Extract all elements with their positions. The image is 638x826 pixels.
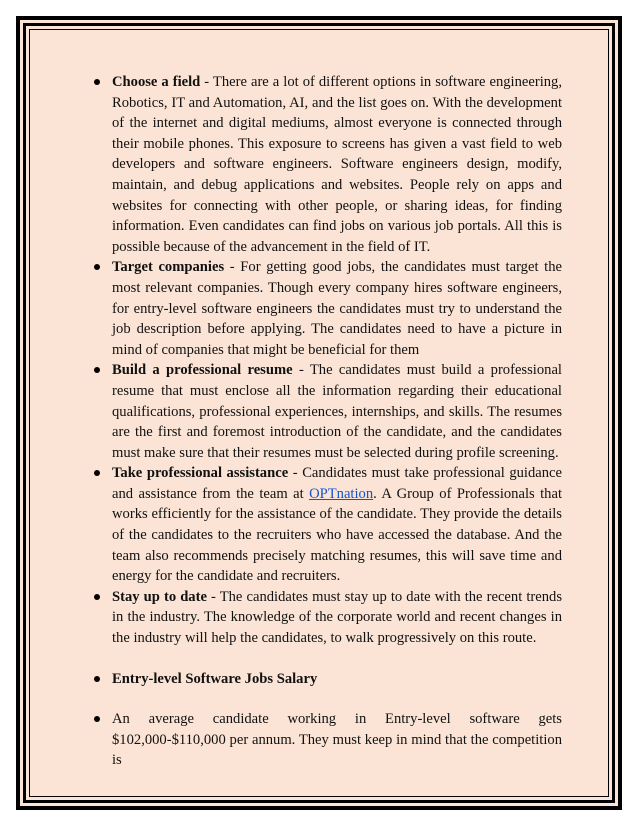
bullet-icon	[94, 470, 100, 476]
bullet-icon	[94, 676, 100, 682]
bullet-icon	[94, 594, 100, 600]
item-separator: -	[292, 362, 310, 379]
bullet-icon	[94, 79, 100, 85]
salary-text: An average candidate working in Entry-level software gets $102,000-$110,000 per annum. They must keep in mind that the competition is	[112, 711, 562, 769]
item-title: Target companies	[112, 259, 225, 276]
list-item-salary-text	[94, 709, 562, 771]
list-item-choose-a-field	[94, 72, 562, 257]
optnation-link[interactable]: OPTnation	[309, 485, 374, 502]
bullet-icon	[94, 716, 100, 722]
bullet-icon	[94, 264, 100, 270]
item-text: The candidates must build a professional resume that must enclose all the information regarding their educational qualifications, professional experiences, internships, and skills. The resumes are the first and foremost introduction of the candidate, and the candidates must make sure that their resumes must be selected during profile screening.	[112, 362, 562, 461]
list-item-target-companies	[94, 257, 562, 360]
bullet-icon	[94, 367, 100, 373]
salary-heading: Entry-level Software Jobs Salary	[112, 670, 318, 687]
list-item-professional-assistance	[94, 463, 562, 587]
item-title: Choose a field	[112, 74, 201, 90]
item-title: Build a professional resume	[112, 362, 293, 379]
item-separator: -	[200, 74, 213, 90]
item-separator: -	[206, 588, 220, 605]
list-item-build-resume	[94, 360, 562, 463]
list-item-stay-up-to-date	[94, 587, 562, 649]
item-title: Take professional assistance	[112, 465, 289, 482]
item-text: The candidates must stay up to date with the recent trends in the industry. The knowledge of the corporate world and recent changes in the industry will help the candidates, to walk progressively on this route.	[112, 588, 562, 647]
item-separator: -	[224, 259, 241, 276]
item-text-before-link: Candidates must take professional guidance and assistance from the team at	[112, 465, 562, 502]
item-text: For getting good jobs, the candidates must target the most relevant companies. Though every company hires software engineers, for entry-level software engineers the candidates must try to understand the job description before applying. The candidates need to have a picture in mind of companies that might be beneficial for them	[112, 259, 562, 358]
item-text-after-link: . A Group of Professionals that works efficiently for the assistance of the candidate. They provide the details of the candidates to the recruiters who have accessed the database. And the team also recommends precisely matching resumes, this will save time and energy for the candidate and recruiters.	[112, 485, 563, 585]
list-item-salary-heading	[94, 669, 562, 690]
bullet-list	[94, 72, 562, 771]
item-title: Stay up to date	[112, 588, 207, 605]
item-separator: -	[288, 465, 303, 482]
document-body	[94, 72, 562, 771]
item-text: There are a lot of different options in software engineering, Robotics, IT and Automation, AI, and the list goes on. With the development of the internet and digital mediums, almost everyone is connected through their mobile phones. This exposure to screens has given a vast field to web developers and software engineers. Software engineers design, modify, maintain, and debug applications and websites. People rely on apps and websites for connecting with other people, or sharing ideas, for finding information. Even candidates can find jobs on various job portals. All this is possible because of the advancement in the field of IT.	[112, 74, 562, 255]
